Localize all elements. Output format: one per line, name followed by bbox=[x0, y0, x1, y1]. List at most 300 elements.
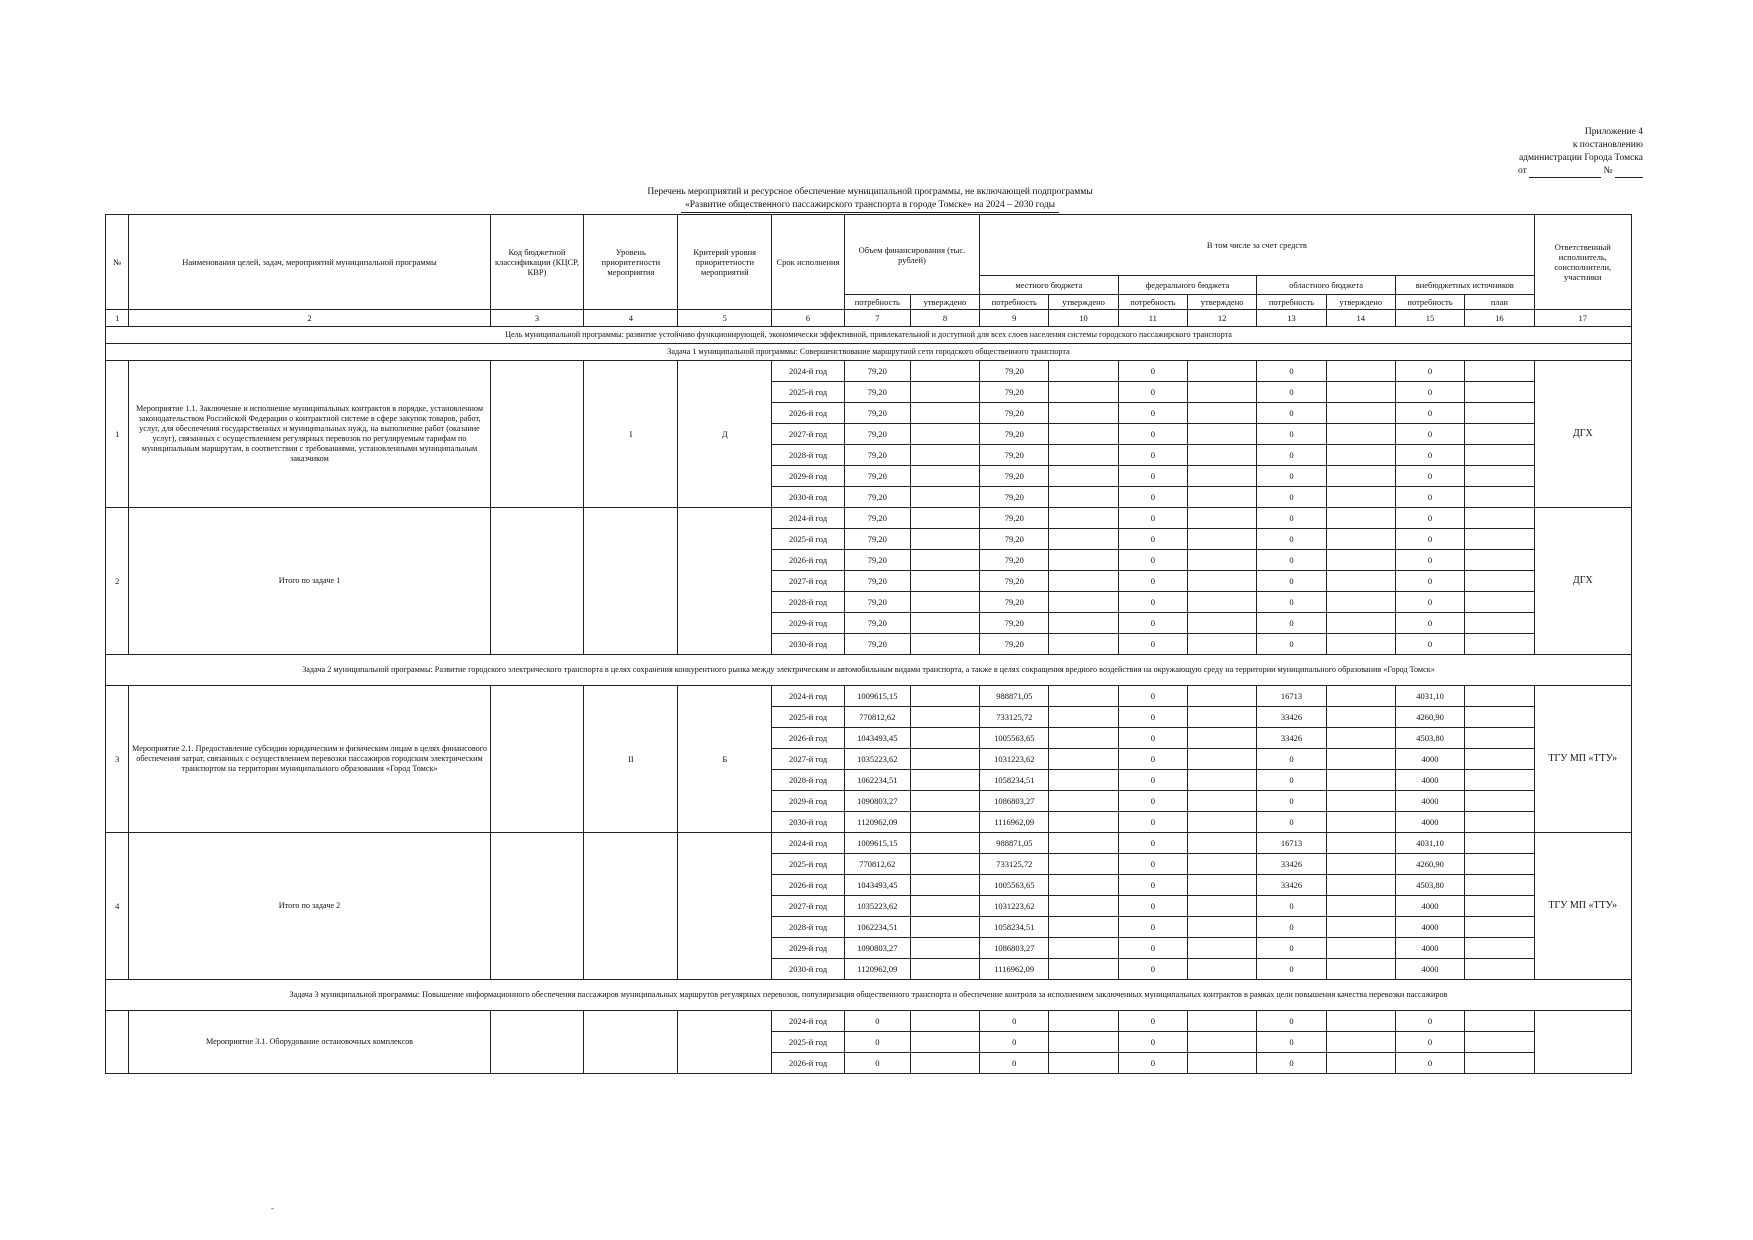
federal-need-cell: 0 bbox=[1118, 529, 1187, 550]
volume-approved-cell bbox=[910, 770, 979, 791]
local-approved-cell bbox=[1049, 361, 1118, 382]
year-cell: 2027-й год bbox=[772, 896, 845, 917]
volume-need-cell: 1120962,09 bbox=[844, 812, 910, 833]
header-local: местного бюджета bbox=[980, 276, 1119, 295]
year-cell: 2024-й год bbox=[772, 1011, 845, 1032]
local-need-cell: 0 bbox=[980, 1011, 1049, 1032]
task2-row bbox=[106, 655, 1632, 686]
extra-plan-cell bbox=[1465, 812, 1534, 833]
regional-approved-cell bbox=[1326, 487, 1395, 508]
volume-need-cell: 79,20 bbox=[844, 529, 910, 550]
title-line-1: Перечень мероприятий и ресурсное обеспечение муниципальной программы, не включающей подпрограммы bbox=[647, 187, 1093, 197]
extra-plan-cell bbox=[1465, 959, 1534, 980]
year-cell: 2025-й год bbox=[772, 1032, 845, 1053]
local-approved-cell bbox=[1049, 592, 1118, 613]
regional-approved-cell bbox=[1326, 466, 1395, 487]
extra-plan-cell bbox=[1465, 1032, 1534, 1053]
extra-plan-cell bbox=[1465, 791, 1534, 812]
extra-plan-cell bbox=[1465, 487, 1534, 508]
regional-approved-cell bbox=[1326, 529, 1395, 550]
federal-approved-cell bbox=[1188, 550, 1257, 571]
volume-approved-cell bbox=[910, 728, 979, 749]
year-cell: 2027-й год bbox=[772, 749, 845, 770]
local-approved-cell bbox=[1049, 445, 1118, 466]
header-need: потребность bbox=[844, 295, 910, 310]
federal-approved-cell bbox=[1188, 445, 1257, 466]
regional-need-cell: 0 bbox=[1257, 487, 1326, 508]
local-approved-cell bbox=[1049, 613, 1118, 634]
local-approved-cell bbox=[1049, 1053, 1118, 1074]
regional-approved-cell bbox=[1326, 592, 1395, 613]
volume-need-cell: 770812,62 bbox=[844, 707, 910, 728]
local-approved-cell bbox=[1049, 938, 1118, 959]
local-need-cell: 1086803,27 bbox=[980, 938, 1049, 959]
column-number: 10 bbox=[1049, 310, 1118, 327]
task3-row bbox=[106, 980, 1632, 1011]
regional-need-cell: 0 bbox=[1257, 634, 1326, 655]
year-cell: 2027-й год bbox=[772, 424, 845, 445]
volume-need-cell: 1120962,09 bbox=[844, 959, 910, 980]
regional-need-cell: 0 bbox=[1257, 770, 1326, 791]
local-need-cell: 1031223,62 bbox=[980, 749, 1049, 770]
federal-need-cell: 0 bbox=[1118, 896, 1187, 917]
extra-need-cell: 0 bbox=[1395, 403, 1464, 424]
column-number: 17 bbox=[1534, 310, 1631, 327]
local-approved-cell bbox=[1049, 686, 1118, 707]
regional-need-cell: 0 bbox=[1257, 592, 1326, 613]
volume-need-cell: 79,20 bbox=[844, 403, 910, 424]
extra-need-cell: 0 bbox=[1395, 445, 1464, 466]
federal-approved-cell bbox=[1188, 749, 1257, 770]
volume-need-cell: 1062234,51 bbox=[844, 917, 910, 938]
local-approved-cell bbox=[1049, 403, 1118, 424]
local-approved-cell bbox=[1049, 529, 1118, 550]
federal-approved-cell bbox=[1188, 571, 1257, 592]
header-extra-need: потребность bbox=[1395, 295, 1464, 310]
year-cell: 2029-й год bbox=[772, 466, 845, 487]
regional-need-cell: 0 bbox=[1257, 749, 1326, 770]
volume-need-cell: 79,20 bbox=[844, 634, 910, 655]
activity-name: Мероприятие 2.1. Предоставление субсидии юридическим и физическим лицам в целях финансового обеспечения затрат, связанных с осуществлением перевозки пассажиров городским электрическим транспортом на территории муниципального образования «Город Томск» bbox=[129, 686, 490, 833]
priority-criterion bbox=[678, 1011, 772, 1074]
local-approved-cell bbox=[1049, 382, 1118, 403]
year-cell: 2030-й год bbox=[772, 487, 845, 508]
year-cell: 2028-й год bbox=[772, 917, 845, 938]
volume-approved-cell bbox=[910, 508, 979, 529]
year-cell: 2025-й год bbox=[772, 854, 845, 875]
regional-need-cell: 0 bbox=[1257, 812, 1326, 833]
federal-need-cell: 0 bbox=[1118, 445, 1187, 466]
header-extra: внебюджетных источников bbox=[1395, 276, 1534, 295]
volume-need-cell: 79,20 bbox=[844, 382, 910, 403]
regional-need-cell: 0 bbox=[1257, 466, 1326, 487]
regional-approved-cell bbox=[1326, 938, 1395, 959]
local-need-cell: 79,20 bbox=[980, 508, 1049, 529]
local-need-cell: 988871,05 bbox=[980, 686, 1049, 707]
local-approved-cell bbox=[1049, 833, 1118, 854]
extra-need-cell: 0 bbox=[1395, 361, 1464, 382]
table-row bbox=[106, 686, 1632, 707]
federal-need-cell: 0 bbox=[1118, 382, 1187, 403]
goal-text: Цель муниципальной программы: развитие устойчиво функционирующей, экономически эффективной, привлекательной и доступной для всех слоев населения системы городского пассажирского транспорта bbox=[106, 327, 1632, 344]
appendix-line-2: к постановлению bbox=[1572, 140, 1643, 150]
local-need-cell: 79,20 bbox=[980, 529, 1049, 550]
local-approved-cell bbox=[1049, 812, 1118, 833]
volume-need-cell: 1062234,51 bbox=[844, 770, 910, 791]
regional-need-cell: 0 bbox=[1257, 791, 1326, 812]
header-volume: Объем финансирования (тыс. рублей) bbox=[844, 215, 979, 295]
volume-approved-cell bbox=[910, 361, 979, 382]
header-name: Наименования целей, задач, мероприятий муниципальной программы bbox=[129, 215, 490, 310]
budget-code bbox=[490, 833, 584, 980]
regional-need-cell: 0 bbox=[1257, 1011, 1326, 1032]
volume-approved-cell bbox=[910, 550, 979, 571]
local-need-cell: 79,20 bbox=[980, 424, 1049, 445]
local-need-cell: 79,20 bbox=[980, 382, 1049, 403]
year-cell: 2028-й год bbox=[772, 445, 845, 466]
appendix-from-label: от bbox=[1518, 166, 1527, 176]
volume-approved-cell bbox=[910, 382, 979, 403]
regional-approved-cell bbox=[1326, 361, 1395, 382]
regional-need-cell: 0 bbox=[1257, 529, 1326, 550]
extra-plan-cell bbox=[1465, 592, 1534, 613]
volume-approved-cell bbox=[910, 1053, 979, 1074]
volume-approved-cell bbox=[910, 403, 979, 424]
header-federal-approved: утверждено bbox=[1188, 295, 1257, 310]
regional-approved-cell bbox=[1326, 959, 1395, 980]
volume-need-cell: 1090803,27 bbox=[844, 938, 910, 959]
regional-approved-cell bbox=[1326, 854, 1395, 875]
federal-approved-cell bbox=[1188, 854, 1257, 875]
program-table bbox=[105, 214, 1632, 1074]
federal-approved-cell bbox=[1188, 812, 1257, 833]
regional-need-cell: 0 bbox=[1257, 508, 1326, 529]
regional-need-cell: 16713 bbox=[1257, 686, 1326, 707]
goal-row bbox=[106, 327, 1632, 344]
volume-need-cell: 770812,62 bbox=[844, 854, 910, 875]
appendix-header bbox=[1518, 126, 1643, 178]
federal-approved-cell bbox=[1188, 466, 1257, 487]
volume-approved-cell bbox=[910, 487, 979, 508]
federal-need-cell: 0 bbox=[1118, 938, 1187, 959]
regional-need-cell: 0 bbox=[1257, 424, 1326, 445]
federal-approved-cell bbox=[1188, 361, 1257, 382]
local-need-cell: 0 bbox=[980, 1032, 1049, 1053]
year-cell: 2026-й год bbox=[772, 875, 845, 896]
federal-need-cell: 0 bbox=[1118, 686, 1187, 707]
local-approved-cell bbox=[1049, 728, 1118, 749]
regional-approved-cell bbox=[1326, 833, 1395, 854]
volume-approved-cell bbox=[910, 875, 979, 896]
extra-need-cell: 0 bbox=[1395, 1053, 1464, 1074]
column-number: 7 bbox=[844, 310, 910, 327]
volume-approved-cell bbox=[910, 686, 979, 707]
federal-need-cell: 0 bbox=[1118, 854, 1187, 875]
regional-approved-cell bbox=[1326, 770, 1395, 791]
column-number: 12 bbox=[1188, 310, 1257, 327]
appendix-date-line bbox=[1518, 165, 1643, 178]
federal-approved-cell bbox=[1188, 896, 1257, 917]
local-approved-cell bbox=[1049, 550, 1118, 571]
volume-need-cell: 79,20 bbox=[844, 508, 910, 529]
regional-approved-cell bbox=[1326, 634, 1395, 655]
federal-approved-cell bbox=[1188, 382, 1257, 403]
regional-approved-cell bbox=[1326, 707, 1395, 728]
extra-plan-cell bbox=[1465, 613, 1534, 634]
local-approved-cell bbox=[1049, 487, 1118, 508]
regional-need-cell: 16713 bbox=[1257, 833, 1326, 854]
table-row bbox=[106, 833, 1632, 854]
volume-need-cell: 0 bbox=[844, 1053, 910, 1074]
extra-need-cell: 0 bbox=[1395, 550, 1464, 571]
local-approved-cell bbox=[1049, 1032, 1118, 1053]
regional-approved-cell bbox=[1326, 550, 1395, 571]
row-number: 3 bbox=[106, 686, 129, 833]
local-approved-cell bbox=[1049, 791, 1118, 812]
appendix-line-3: администрации Города Томска bbox=[1518, 153, 1643, 163]
local-need-cell: 733125,72 bbox=[980, 707, 1049, 728]
extra-plan-cell bbox=[1465, 361, 1534, 382]
federal-approved-cell bbox=[1188, 959, 1257, 980]
column-number: 2 bbox=[129, 310, 490, 327]
local-approved-cell bbox=[1049, 875, 1118, 896]
extra-need-cell: 4000 bbox=[1395, 917, 1464, 938]
extra-need-cell: 4503,80 bbox=[1395, 875, 1464, 896]
volume-need-cell: 79,20 bbox=[844, 613, 910, 634]
header-term: Срок исполнения bbox=[772, 215, 845, 310]
regional-need-cell: 33426 bbox=[1257, 707, 1326, 728]
federal-approved-cell bbox=[1188, 938, 1257, 959]
extra-plan-cell bbox=[1465, 686, 1534, 707]
federal-need-cell: 0 bbox=[1118, 707, 1187, 728]
local-need-cell: 1005563,65 bbox=[980, 875, 1049, 896]
extra-need-cell: 4000 bbox=[1395, 959, 1464, 980]
year-cell: 2029-й год bbox=[772, 613, 845, 634]
federal-approved-cell bbox=[1188, 487, 1257, 508]
year-cell: 2024-й год bbox=[772, 361, 845, 382]
federal-need-cell: 0 bbox=[1118, 592, 1187, 613]
local-approved-cell bbox=[1049, 707, 1118, 728]
column-number: 1 bbox=[106, 310, 129, 327]
federal-need-cell: 0 bbox=[1118, 875, 1187, 896]
regional-need-cell: 33426 bbox=[1257, 854, 1326, 875]
volume-need-cell: 1009615,15 bbox=[844, 686, 910, 707]
regional-need-cell: 0 bbox=[1257, 1032, 1326, 1053]
responsible-cell: ДГХ bbox=[1534, 361, 1631, 508]
volume-approved-cell bbox=[910, 707, 979, 728]
federal-need-cell: 0 bbox=[1118, 959, 1187, 980]
priority-level: II bbox=[584, 686, 678, 833]
local-need-cell: 79,20 bbox=[980, 613, 1049, 634]
local-approved-cell bbox=[1049, 896, 1118, 917]
regional-approved-cell bbox=[1326, 896, 1395, 917]
federal-need-cell: 0 bbox=[1118, 1053, 1187, 1074]
budget-code bbox=[490, 686, 584, 833]
extra-need-cell: 4031,10 bbox=[1395, 833, 1464, 854]
priority-criterion bbox=[678, 833, 772, 980]
regional-approved-cell bbox=[1326, 917, 1395, 938]
local-approved-cell bbox=[1049, 854, 1118, 875]
local-approved-cell bbox=[1049, 1011, 1118, 1032]
federal-approved-cell bbox=[1188, 917, 1257, 938]
extra-plan-cell bbox=[1465, 550, 1534, 571]
header-criterion: Критерий уровня приоритетности мероприятий bbox=[678, 215, 772, 310]
local-approved-cell bbox=[1049, 424, 1118, 445]
extra-need-cell: 4000 bbox=[1395, 770, 1464, 791]
federal-need-cell: 0 bbox=[1118, 403, 1187, 424]
regional-approved-cell bbox=[1326, 1053, 1395, 1074]
regional-need-cell: 0 bbox=[1257, 959, 1326, 980]
year-cell: 2026-й год bbox=[772, 1053, 845, 1074]
budget-code bbox=[490, 361, 584, 508]
local-need-cell: 79,20 bbox=[980, 550, 1049, 571]
extra-plan-cell bbox=[1465, 749, 1534, 770]
activity-name: Итого по задаче 2 bbox=[129, 833, 490, 980]
header-extra-plan: план bbox=[1465, 295, 1534, 310]
extra-need-cell: 4260,90 bbox=[1395, 854, 1464, 875]
local-approved-cell bbox=[1049, 959, 1118, 980]
regional-approved-cell bbox=[1326, 812, 1395, 833]
regional-approved-cell bbox=[1326, 1032, 1395, 1053]
year-cell: 2026-й год bbox=[772, 403, 845, 424]
extra-plan-cell bbox=[1465, 1011, 1534, 1032]
volume-approved-cell bbox=[910, 938, 979, 959]
extra-plan-cell bbox=[1465, 466, 1534, 487]
federal-approved-cell bbox=[1188, 634, 1257, 655]
regional-approved-cell bbox=[1326, 508, 1395, 529]
federal-need-cell: 0 bbox=[1118, 917, 1187, 938]
extra-plan-cell bbox=[1465, 728, 1534, 749]
year-cell: 2028-й год bbox=[772, 770, 845, 791]
priority-criterion bbox=[678, 508, 772, 655]
volume-need-cell: 0 bbox=[844, 1032, 910, 1053]
extra-need-cell: 4031,10 bbox=[1395, 686, 1464, 707]
volume-approved-cell bbox=[910, 529, 979, 550]
local-approved-cell bbox=[1049, 749, 1118, 770]
activity-name: Итого по задаче 1 bbox=[129, 508, 490, 655]
volume-approved-cell bbox=[910, 749, 979, 770]
priority-level bbox=[584, 833, 678, 980]
regional-approved-cell bbox=[1326, 424, 1395, 445]
volume-approved-cell bbox=[910, 1032, 979, 1053]
header-row-1 bbox=[106, 215, 1632, 276]
regional-approved-cell bbox=[1326, 403, 1395, 424]
local-need-cell: 79,20 bbox=[980, 403, 1049, 424]
federal-need-cell: 0 bbox=[1118, 1011, 1187, 1032]
federal-approved-cell bbox=[1188, 875, 1257, 896]
federal-need-cell: 0 bbox=[1118, 749, 1187, 770]
page-bottom-margin bbox=[0, 1122, 1753, 1240]
year-cell: 2026-й год bbox=[772, 728, 845, 749]
header-federal-need: потребность bbox=[1118, 295, 1187, 310]
extra-plan-cell bbox=[1465, 875, 1534, 896]
budget-code bbox=[490, 508, 584, 655]
extra-need-cell: 0 bbox=[1395, 592, 1464, 613]
column-number: 13 bbox=[1257, 310, 1326, 327]
year-cell: 2026-й год bbox=[772, 550, 845, 571]
volume-approved-cell bbox=[910, 424, 979, 445]
volume-need-cell: 79,20 bbox=[844, 592, 910, 613]
number-blank bbox=[1615, 167, 1643, 178]
extra-need-cell: 0 bbox=[1395, 1032, 1464, 1053]
federal-approved-cell bbox=[1188, 686, 1257, 707]
federal-approved-cell bbox=[1188, 728, 1257, 749]
regional-need-cell: 33426 bbox=[1257, 875, 1326, 896]
extra-plan-cell bbox=[1465, 707, 1534, 728]
column-number-row bbox=[106, 310, 1632, 327]
column-number: 3 bbox=[490, 310, 584, 327]
extra-need-cell: 0 bbox=[1395, 382, 1464, 403]
volume-need-cell: 1035223,62 bbox=[844, 749, 910, 770]
column-number: 5 bbox=[678, 310, 772, 327]
priority-level: I bbox=[584, 361, 678, 508]
regional-need-cell: 33426 bbox=[1257, 728, 1326, 749]
extra-need-cell: 0 bbox=[1395, 529, 1464, 550]
header-including: В том числе за счет средств bbox=[980, 215, 1535, 276]
responsible-cell: ТГУ МП «ТТУ» bbox=[1534, 833, 1631, 980]
header-local-approved: утверждено bbox=[1049, 295, 1118, 310]
extra-need-cell: 0 bbox=[1395, 571, 1464, 592]
task2-text: Задача 2 муниципальной программы: Развитие городского электрического транспорта в целях сохранения конкурентного рынка между электрическим и автомобильным видами транспорта, а также в целях сокращения вредного воздействия на окружающую среду на территории муниципального образования «Город Томск» bbox=[106, 655, 1632, 686]
priority-level bbox=[584, 508, 678, 655]
regional-need-cell: 0 bbox=[1257, 445, 1326, 466]
extra-plan-cell bbox=[1465, 424, 1534, 445]
extra-plan-cell bbox=[1465, 382, 1534, 403]
extra-need-cell: 0 bbox=[1395, 508, 1464, 529]
task1-text: Задача 1 муниципальной программы: Совершенствование маршрутной сети городского общественного транспорта bbox=[106, 344, 1632, 361]
extra-plan-cell bbox=[1465, 833, 1534, 854]
federal-need-cell: 0 bbox=[1118, 833, 1187, 854]
row-number: 4 bbox=[106, 833, 129, 980]
regional-need-cell: 0 bbox=[1257, 571, 1326, 592]
regional-need-cell: 0 bbox=[1257, 938, 1326, 959]
regional-approved-cell bbox=[1326, 382, 1395, 403]
extra-plan-cell bbox=[1465, 938, 1534, 959]
document-title bbox=[590, 186, 1150, 213]
volume-approved-cell bbox=[910, 959, 979, 980]
federal-need-cell: 0 bbox=[1118, 770, 1187, 791]
regional-need-cell: 0 bbox=[1257, 361, 1326, 382]
regional-need-cell: 0 bbox=[1257, 382, 1326, 403]
regional-approved-cell bbox=[1326, 1011, 1395, 1032]
extra-need-cell: 0 bbox=[1395, 613, 1464, 634]
responsible-cell: ТГУ МП «ТТУ» bbox=[1534, 686, 1631, 833]
volume-need-cell: 79,20 bbox=[844, 466, 910, 487]
local-approved-cell bbox=[1049, 917, 1118, 938]
priority-criterion: Б bbox=[678, 686, 772, 833]
budget-code bbox=[490, 1011, 584, 1074]
local-need-cell: 1031223,62 bbox=[980, 896, 1049, 917]
local-need-cell: 1116962,09 bbox=[980, 812, 1049, 833]
task3-text: Задача 3 муниципальной программы: Повышение информационного обеспечения пассажиров муниципальных маршрутов регулярных перевозок, популяризация общественного транспорта и обеспечение контроля за исполнением заключенных муниципальных контрактов в рамках цели повышения качества перевозки пассажиров bbox=[106, 980, 1632, 1011]
local-approved-cell bbox=[1049, 508, 1118, 529]
year-cell: 2024-й год bbox=[772, 686, 845, 707]
year-cell: 2030-й год bbox=[772, 634, 845, 655]
volume-need-cell: 1009615,15 bbox=[844, 833, 910, 854]
federal-approved-cell bbox=[1188, 529, 1257, 550]
header-regional: областного бюджета bbox=[1257, 276, 1396, 295]
volume-need-cell: 79,20 bbox=[844, 550, 910, 571]
local-need-cell: 1058234,51 bbox=[980, 917, 1049, 938]
priority-criterion: Д bbox=[678, 361, 772, 508]
regional-need-cell: 0 bbox=[1257, 896, 1326, 917]
federal-approved-cell bbox=[1188, 613, 1257, 634]
volume-approved-cell bbox=[910, 812, 979, 833]
priority-level bbox=[584, 1011, 678, 1074]
regional-need-cell: 0 bbox=[1257, 613, 1326, 634]
local-need-cell: 1086803,27 bbox=[980, 791, 1049, 812]
local-approved-cell bbox=[1049, 466, 1118, 487]
